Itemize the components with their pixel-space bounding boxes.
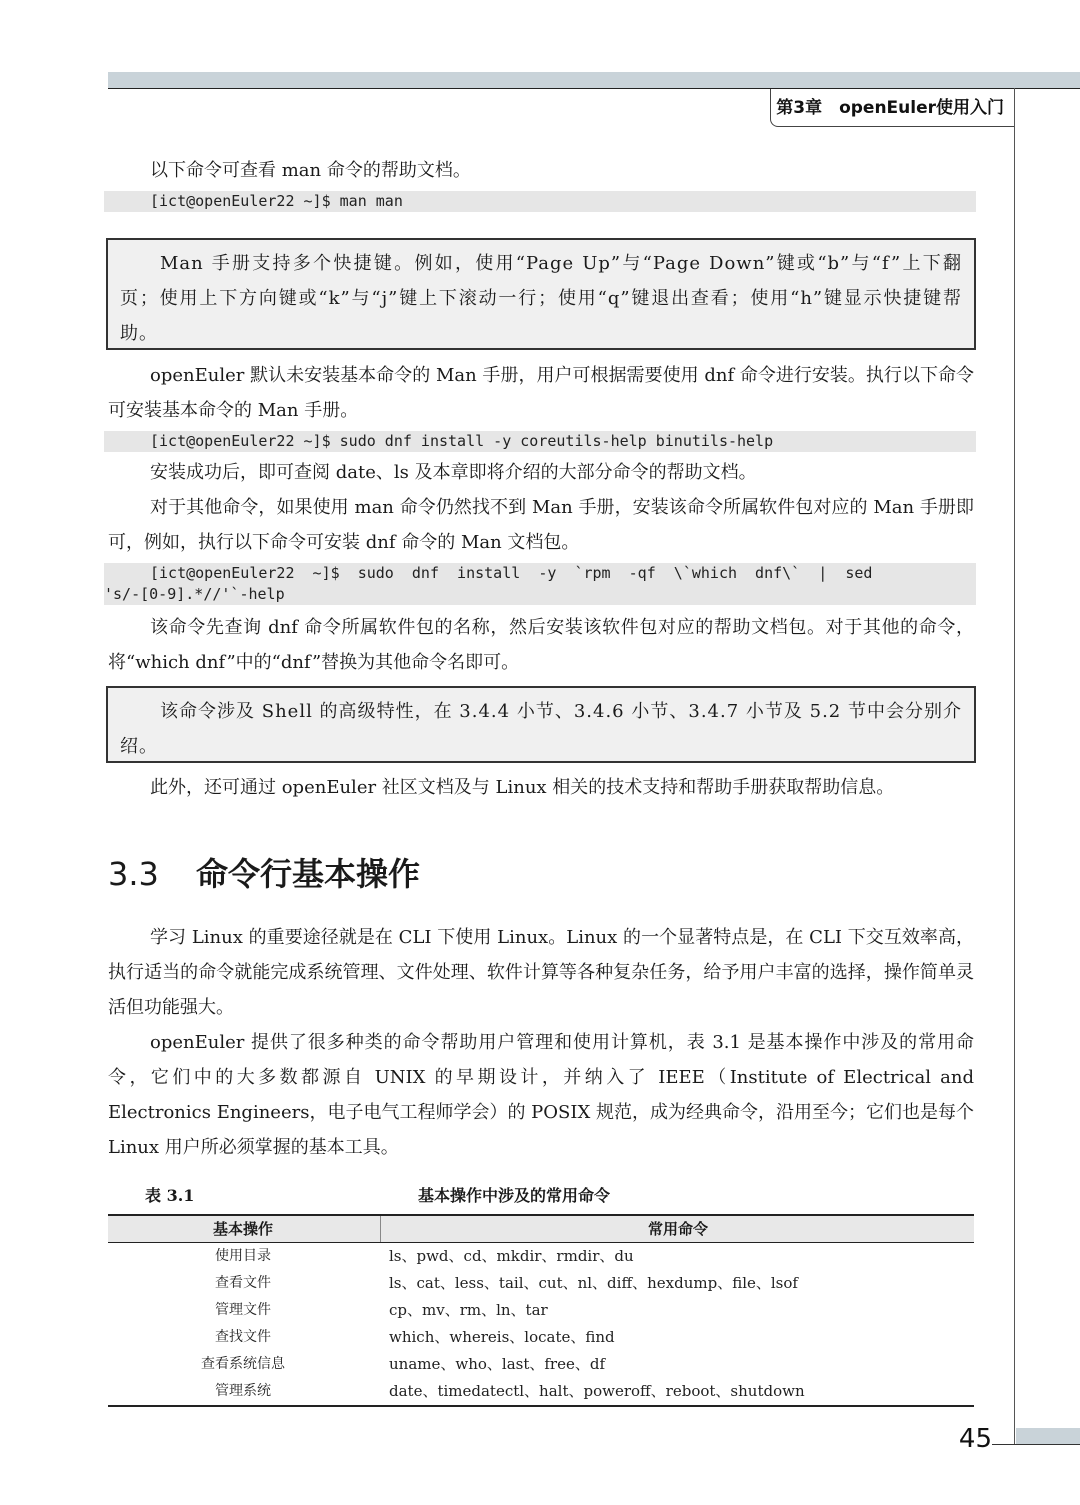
note-box-shell (106, 686, 976, 763)
paragraph-install: openEuler 默认未安装基本命令的 Man 手册，用户可根据需要使用 dnf 命令进行安装。执行以下命令可安装基本命令的 Man 手册。 (108, 365, 974, 421)
table-row (108, 1324, 974, 1351)
paragraph-other: 对于其他命令，如果使用 man 命令仍然找不到 Man 手册，安装该命令所属软件包对应的 Man 手册即可，例如，执行以下命令可安装 dnf 命令的 Man 文档包。 (108, 497, 974, 553)
paragraph-explain: 该命令先查询 dnf 命令所属软件包的名称，然后安装该软件包对应的帮助文档包。对于其他的命令，将“which dnf”中的“dnf”替换为其他命令名即可。 (108, 617, 974, 673)
table-cell: date、timedatectl、halt、poweroff、reboot、shutdown (389, 1382, 805, 1400)
table-label: 表 3.1 (145, 1186, 195, 1205)
footer-band (1016, 1428, 1080, 1444)
table-cell: cp、mv、rm、ln、tar (389, 1301, 548, 1319)
table-cell: 使用目录 (215, 1248, 271, 1264)
paragraph-intro: 以下命令可查看 man 命令的帮助文档。 (150, 160, 471, 181)
section-title: 命令行基本操作 (196, 855, 421, 893)
table-bottom-rule (108, 1405, 974, 1407)
table-cell: which、whereis、locate、find (389, 1328, 615, 1346)
table-body (108, 1243, 974, 1405)
paragraph-more: 此外，还可通过 openEuler 社区文档及与 Linux 相关的技术支持和帮助手册获取帮助信息。 (150, 777, 895, 798)
margin-rule (1014, 88, 1015, 1445)
table-cell: 查看系统信息 (201, 1356, 285, 1372)
table-cell: ls、cat、less、tail、cut、nl、diff、hexdump、file、lsof (389, 1274, 798, 1292)
code-block-dnf: [ict@openEuler22 ~]$ sudo dnf install -y coreutils-help binutils-help (104, 431, 976, 452)
table-header-divider (380, 1216, 381, 1242)
section-number: 3.3 (108, 855, 159, 893)
code-line: 's/-[0-9].*//'`-help (104, 585, 285, 603)
table-caption: 基本操作中涉及的常用命令 (418, 1186, 611, 1205)
section-heading (108, 850, 420, 898)
table-header-op: 基本操作 (212, 1220, 273, 1238)
table-cell: uname、who、last、free、df (389, 1355, 605, 1373)
code-line: [ict@openEuler22 ~]$ sudo dnf install -y `rpm -qf \`which dnf\` | sed (150, 564, 873, 582)
table-cell: 管理文件 (215, 1302, 271, 1318)
table-header-cmd: 常用命令 (647, 1220, 708, 1238)
table-row (108, 1270, 974, 1297)
table-row (108, 1243, 974, 1270)
header-band (108, 72, 1080, 88)
note-box-shortcuts (106, 238, 976, 350)
footer-rule (992, 1444, 1080, 1445)
paragraph-success: 安装成功后，即可查阅 date、ls 及本章即将介绍的大部分命令的帮助文档。 (150, 462, 757, 483)
paragraph-posix: openEuler 提供了很多种类的命令帮助用户管理和使用计算机，表 3.1 是基本操作中涉及的常用命令，它们中的大多数都源自 UNIX 的早期设计，并纳入了 IEEE（Institute of Electrical and Electronics Engineers，电子电气工程师学会）的 POSIX 规范，成为经典命令，沿用至今；它们也是每个 Linux 用户所必须掌握的基本工具。 (108, 1032, 975, 1158)
code-block-man: [ict@openEuler22 ~]$ man man (104, 191, 976, 212)
note-text: 该命令涉及 Shell 的高级特性，在 3.4.4 小节、3.4.6 小节、3.4.7 小节及 5.2 节中会分别介绍。 (120, 701, 962, 757)
table-row (108, 1378, 974, 1405)
note-text: Man 手册支持多个快捷键。例如，使用“Page Up”与“Page Down”键或“b”与“f”上下翻页；使用上下方向键或“k”与“j”键上下滚动一行；使用“q”键退出查看；使用“h”键显示快捷键帮助。 (120, 253, 962, 344)
chapter-header: 第3章 openEuler使用入门 (770, 89, 1014, 127)
table-cell: 管理系统 (215, 1383, 271, 1399)
table-cell: ls、pwd、cd、mkdir、rmdir、du (389, 1247, 634, 1265)
table-cell: 查看文件 (215, 1275, 271, 1291)
page-number: 45 (958, 1424, 992, 1454)
code-block-rpm (104, 563, 976, 605)
table-row (108, 1297, 974, 1324)
paragraph-cli: 学习 Linux 的重要途径就是在 CLI 下使用 Linux。Linux 的一个显著特点是，在 CLI 下交互效率高，执行适当的命令就能完成系统管理、文件处理、软件计算等各种复杂任务，给予用户丰富的选择，操作简单灵活但功能强大。 (108, 927, 974, 1018)
table-cell: 查找文件 (215, 1329, 271, 1345)
table-row (108, 1351, 974, 1378)
